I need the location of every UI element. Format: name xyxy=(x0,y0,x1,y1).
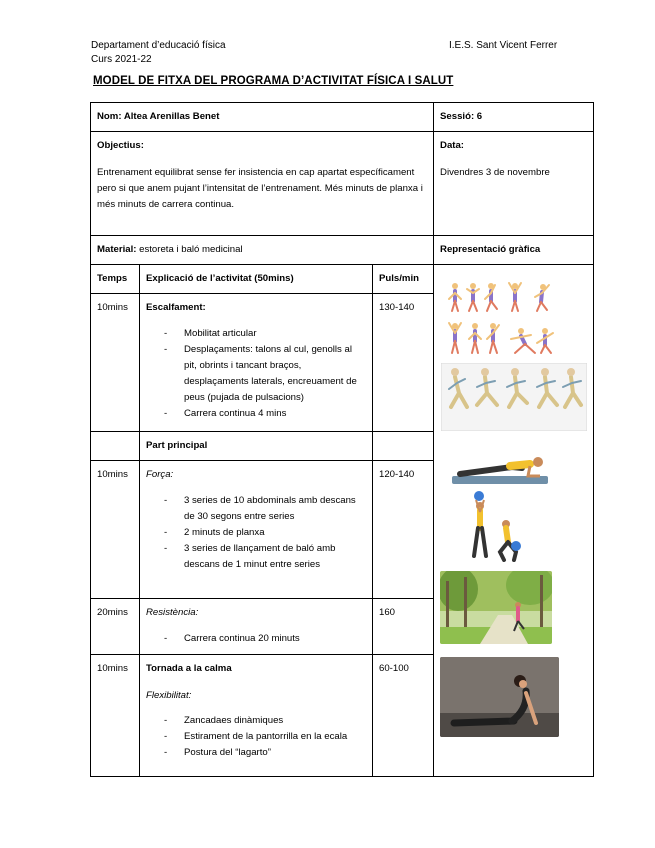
school-name: I.E.S. Sant Vicent Ferrer xyxy=(449,40,558,51)
date-label: Data: xyxy=(440,140,465,151)
cooldown-subtitle: Flexibilitat: xyxy=(146,690,192,701)
endurance-list xyxy=(146,631,366,647)
cooldown-cell xyxy=(140,655,373,777)
page-title: MODEL DE FITXA DEL PROGRAMA D’ACTIVITAT FÍSICA I SALUT xyxy=(93,75,454,87)
course-year: Curs 2021-22 xyxy=(91,54,152,65)
list-item: - 3 series de llançament de baló amb descans de 1 minut entre series xyxy=(158,541,366,573)
date-value: Divendres 3 de novembre xyxy=(440,167,550,178)
graphic-label: Representació gràfica xyxy=(434,236,594,265)
exercise-figures-icon xyxy=(445,281,557,359)
cooldown-time: 10mins xyxy=(91,655,140,777)
warmup-pulse: 130-140 xyxy=(373,294,434,432)
explanation-minutes: 50 xyxy=(257,273,269,284)
list-item: - Desplaçaments: talons al cul, genolls al pit, obrints i tancant braços, desplaçaments laterals, encreuament de peus (pujada de pulsacions) xyxy=(158,342,366,406)
department-name: Departament d’educació física xyxy=(91,40,226,51)
col-header-time: Temps xyxy=(91,265,140,294)
endurance-cell xyxy=(140,599,373,655)
endurance-title: Resistència: xyxy=(146,607,199,618)
strength-pulse: 120-140 xyxy=(373,461,434,599)
medicine-ball-icon xyxy=(466,490,528,562)
date-cell xyxy=(434,132,594,236)
session-number: Sessió: 6 xyxy=(434,103,594,132)
plank-icon xyxy=(452,452,548,486)
col-header-explanation xyxy=(140,265,373,294)
park-run-photo xyxy=(440,571,552,644)
cooldown-pulse: 60-100 xyxy=(373,655,434,777)
cooldown-title: Tornada a la calma xyxy=(146,663,232,674)
warmup-time: 10mins xyxy=(91,294,140,432)
material-value: estoreta i baló medicinal xyxy=(136,244,243,255)
explanation-prefix: Explicació de l’activitat ( xyxy=(146,273,258,284)
yoga-stretch-photo xyxy=(440,657,559,737)
cooldown-list xyxy=(146,713,366,761)
material-cell xyxy=(91,236,434,265)
main-part-title: Part principal xyxy=(140,432,373,461)
list-item: - 3 series de 10 abdominals amb descans de 30 segons entre series xyxy=(158,493,366,525)
list-item: - Estirament de la pantorrilla en la ecala xyxy=(158,729,366,745)
explanation-suffix: mins) xyxy=(268,273,294,284)
warmup-cell xyxy=(140,294,373,432)
list-item: - Carrera continua 4 mins xyxy=(158,406,366,422)
list-item: - Mobilitat articular xyxy=(158,326,366,342)
material-label: Material: xyxy=(97,244,137,255)
endurance-time: 20mins xyxy=(91,599,140,655)
objectives-label: Objectius: xyxy=(97,140,144,151)
endurance-pulse: 160 xyxy=(373,599,434,655)
objectives-cell xyxy=(91,132,434,236)
strength-cell xyxy=(140,461,373,599)
list-item: - Zancadaes dinàmiques xyxy=(158,713,366,729)
warmup-title: Escalfament: xyxy=(146,302,206,313)
strength-title: Força: xyxy=(146,469,174,480)
strength-time: 10mins xyxy=(91,461,140,599)
strength-list xyxy=(146,493,366,573)
student-name: Nom: Altea Arenillas Benet xyxy=(91,103,434,132)
warmup-list xyxy=(146,326,366,422)
objectives-text: Entrenament equilibrat sense fer insistencia en cap apartat específicament pero si que anem pujant l’intensitat de l’entrenament. Més minuts de planxa i més minuts de carrera continua. xyxy=(97,167,423,210)
list-item: - Carrera continua 20 minuts xyxy=(158,631,366,647)
list-item: - Postura del “lagarto” xyxy=(158,745,366,761)
list-item: - 2 minuts de planxa xyxy=(158,525,366,541)
col-header-pulse: Puls/min xyxy=(373,265,434,294)
running-sequence-icon xyxy=(441,363,587,431)
